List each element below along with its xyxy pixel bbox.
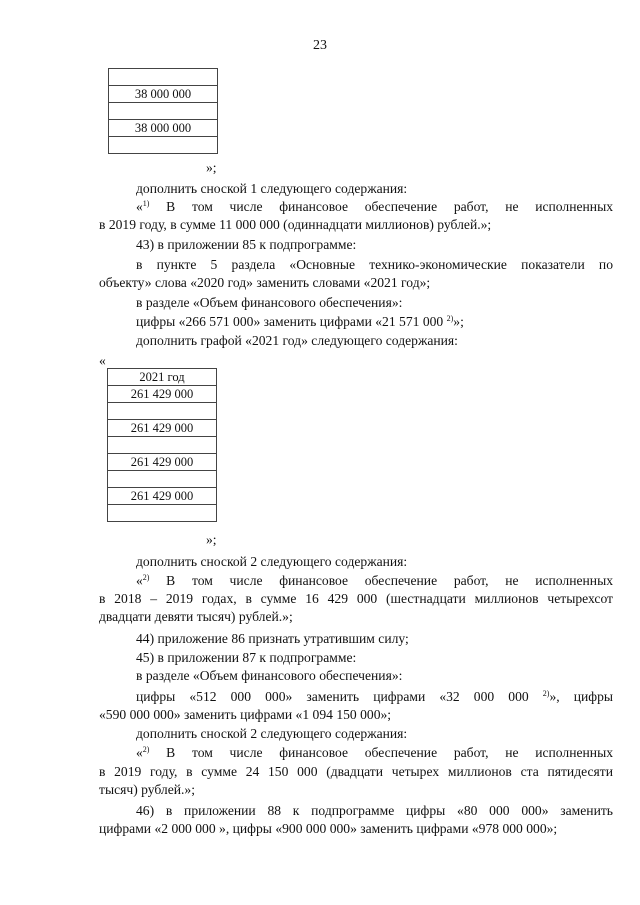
footnote-marker: 2) [542, 689, 550, 698]
footnote-text-line: «$^{1)}$ В том числе финансовое обеспечение работ, не исполненных [136, 199, 613, 214]
paragraph-line: в 2019 году, в сумме 24 150 000 (двадцати четырех миллионов ста пятидесяти [99, 764, 613, 779]
paragraph-line: тысяч) рублей.»; [99, 782, 195, 797]
paragraph-line: дополнить сноской 2 следующего содержания: [136, 554, 408, 569]
paragraph-line: цифрами «2 000 000 », цифры «900 000 000» заменить цифрами «978 000 000»; [99, 821, 558, 836]
paragraph-line: дополнить сноской 2 следующего содержания: [136, 726, 408, 741]
table-cell [108, 403, 217, 420]
open-quote: « [99, 353, 106, 368]
table-cell [109, 103, 218, 120]
paragraph-line: дополнить графой «2021 год» следующего содержания: [136, 333, 458, 348]
table-cell [108, 471, 217, 488]
footnote-marker: 1) [142, 199, 150, 208]
paragraph-line: цифры «266 571 000» заменить цифрами «21 571 000 $^{2)}$»; [136, 314, 464, 329]
footnote-marker: 2) [446, 314, 454, 323]
paragraph-line: «590 000 000» заменить цифрами «1 094 150 000»; [99, 707, 392, 722]
table-closing-quote: »; [206, 160, 217, 175]
table-cell [108, 437, 217, 454]
paragraph-line: в разделе «Объем финансового обеспечения»: [136, 668, 403, 683]
paragraph-line: 43) в приложении 85 к подпрограмме: [136, 237, 357, 252]
footnote-text-line: «$^{2)}$ В том числе финансовое обеспечение работ, не исполненных [136, 745, 613, 760]
paragraph-line: 45) в приложении 87 к подпрограмме: [136, 650, 357, 665]
paragraph-line: в 2019 году, в сумме 11 000 000 (одиннадцати миллионов) рублей.»; [99, 217, 492, 232]
table-cell: 38 000 000 [109, 120, 218, 137]
table-closing-quote: »; [206, 532, 217, 547]
table-cell: 261 429 000 [108, 386, 217, 403]
table-cell [109, 137, 218, 154]
page-number: 23 [313, 38, 327, 53]
paragraph-line: в разделе «Объем финансового обеспечения»: [136, 295, 403, 310]
table-header-cell: 2021 год [108, 369, 217, 386]
paragraph-line: 46) в приложении 88 к подпрограмме цифры «80 000 000» заменить [136, 803, 613, 818]
footnote-marker: 2) [142, 745, 150, 754]
table-cell: 261 429 000 [108, 420, 217, 437]
table-cell [108, 505, 217, 522]
table-cell: 261 429 000 [108, 488, 217, 505]
paragraph-line: 44) приложение 86 признать утратившим силу; [136, 631, 409, 646]
paragraph-line: дополнить сноской 1 следующего содержания: [136, 181, 408, 196]
footnote-marker: 2) [142, 573, 150, 582]
paragraph-line: объекту» слова «2020 год» заменить словами «2021 год»; [99, 275, 431, 290]
table-cell: 261 429 000 [108, 454, 217, 471]
amount-table-2021 [107, 368, 217, 522]
table-cell [109, 69, 218, 86]
paragraph-line: двадцати девяти тысяч) рублей.»; [99, 609, 293, 624]
table-cell: 38 000 000 [109, 86, 218, 103]
footnote-text-line: «$^{2)}$ В том числе финансовое обеспечение работ, не исполненных [136, 573, 613, 588]
paragraph-line: цифры «512 000 000» заменить цифрами «32 000 000 $^{2)}$», цифры [136, 689, 614, 704]
paragraph-line: в пункте 5 раздела «Основные технико-экономические показатели по [136, 257, 613, 272]
paragraph-line: в 2018 – 2019 годах, в сумме 16 429 000 (шестнадцати миллионов четырехсот [99, 591, 613, 606]
amount-table-1 [108, 68, 218, 154]
